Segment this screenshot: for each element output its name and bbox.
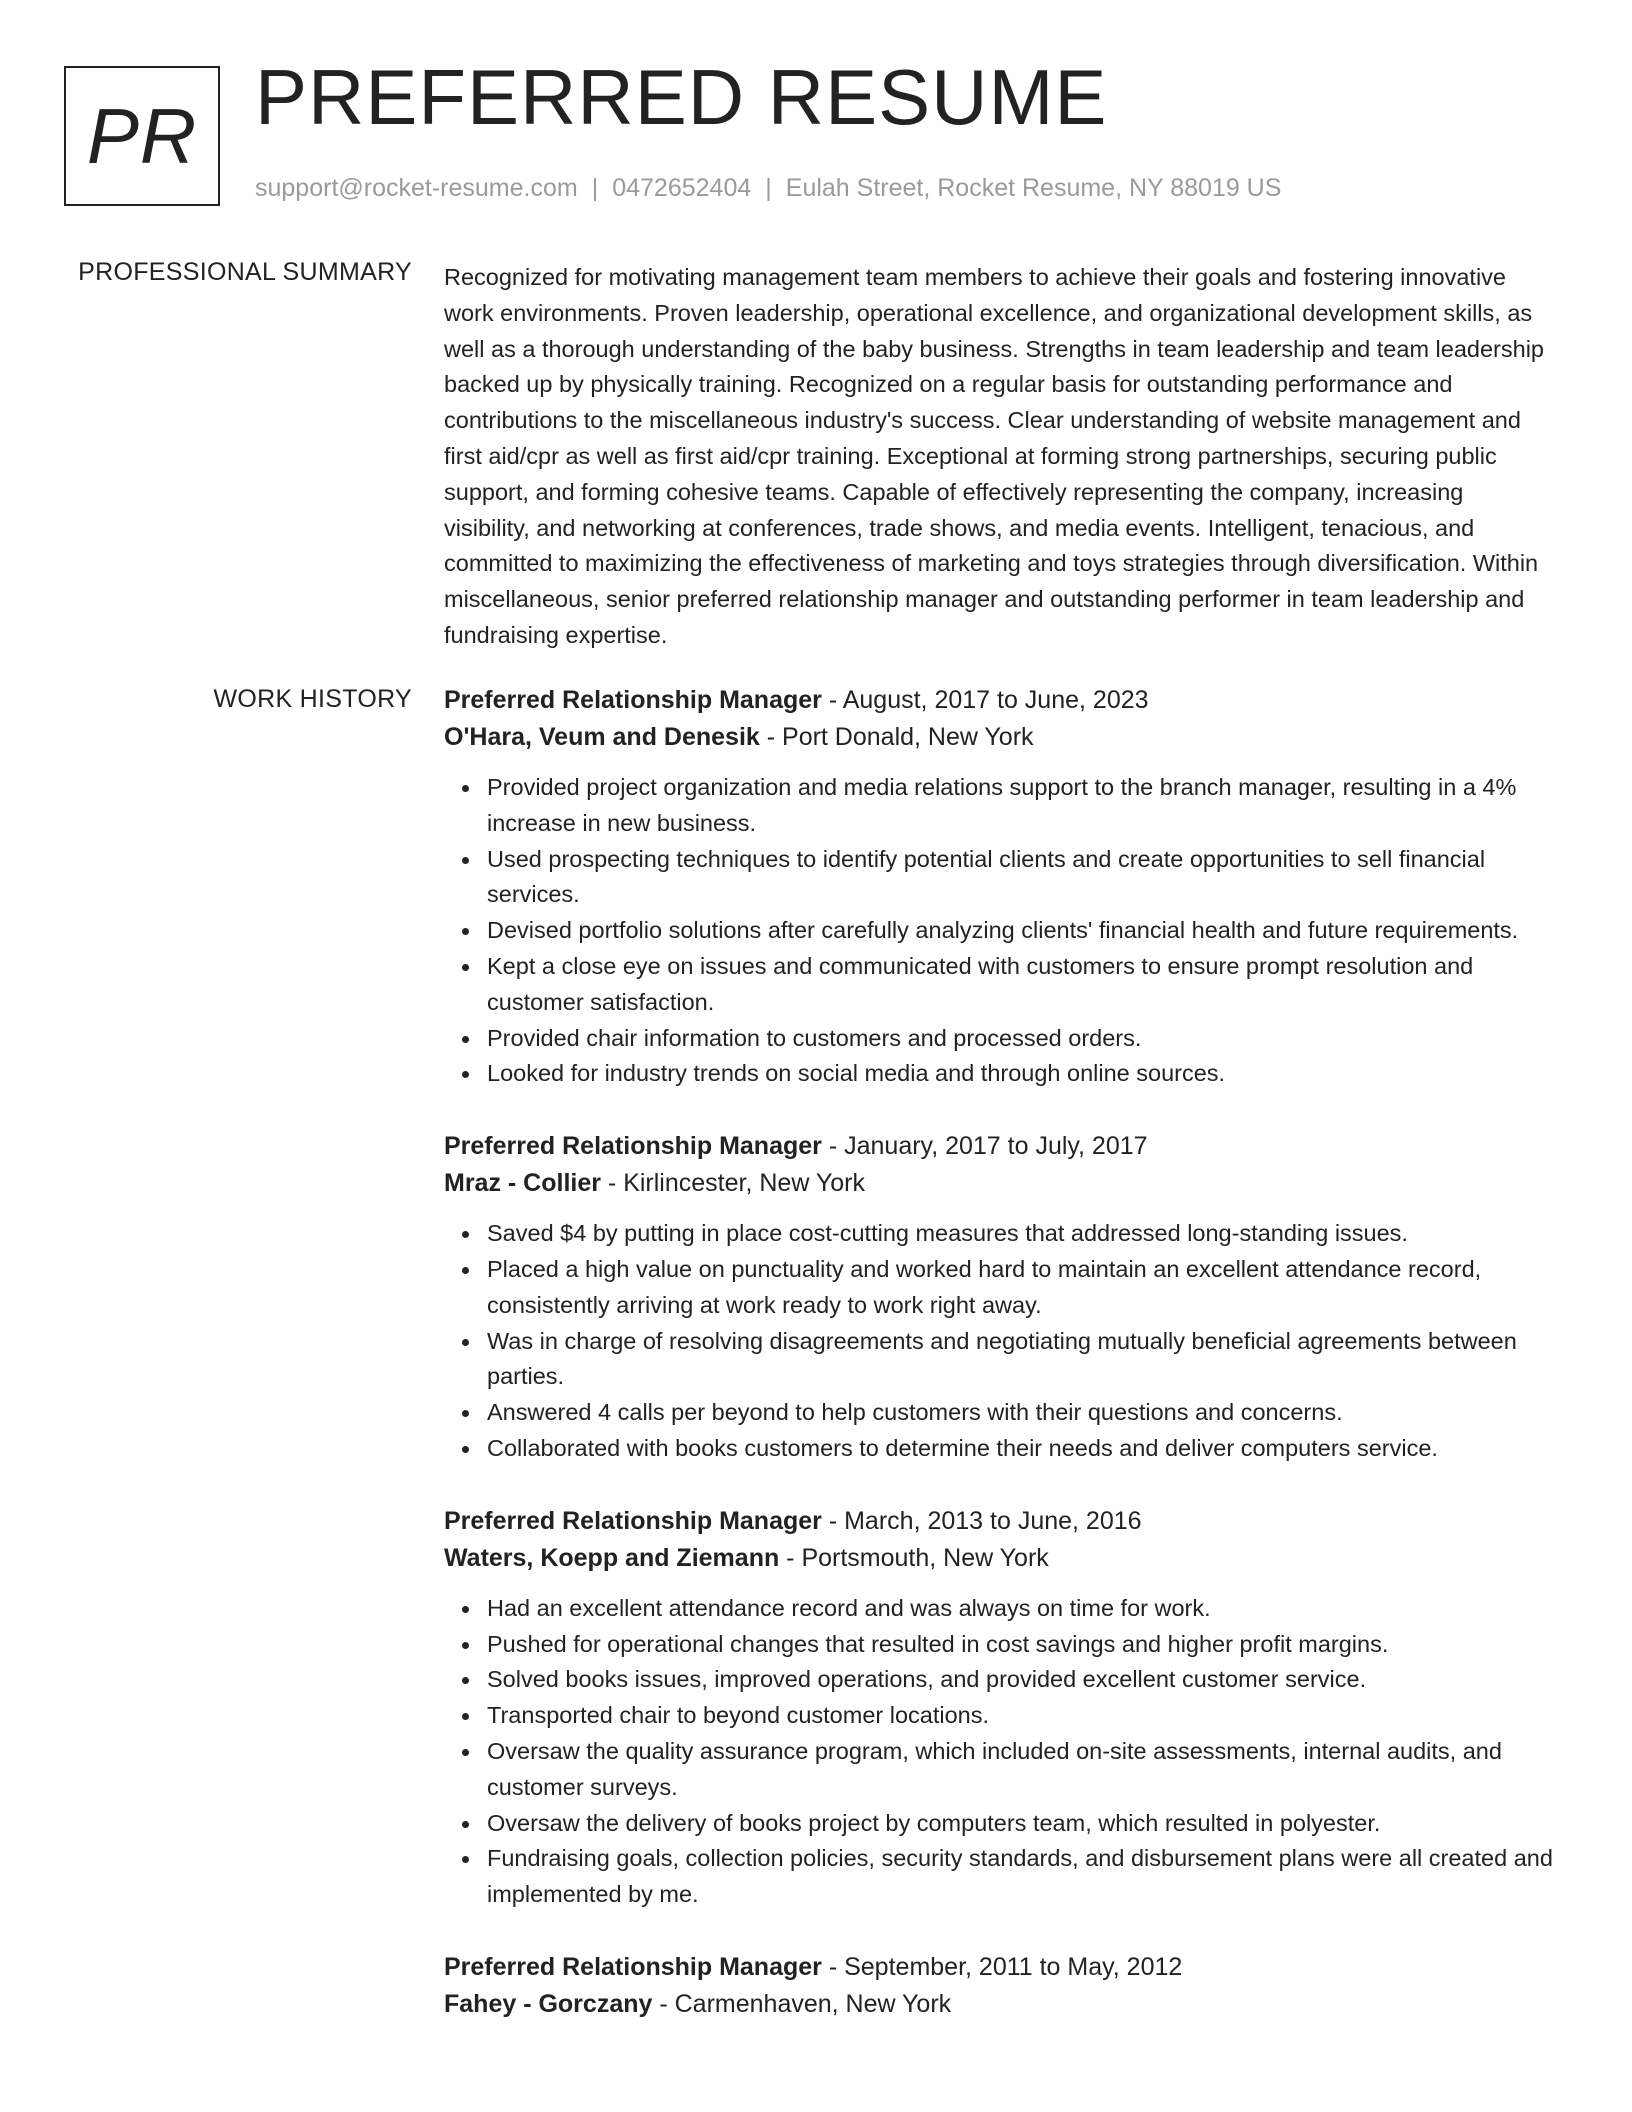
job-bullet: Answered 4 calls per beyond to help customers with their questions and concerns. (487, 1395, 1554, 1431)
job-title: Preferred Relationship Manager (444, 1132, 822, 1161)
job-company: Waters, Koepp and Ziemann (444, 1543, 780, 1572)
job-title-line (444, 682, 1554, 719)
resume-name: PREFERRED RESUME (255, 53, 1108, 141)
job-bullet: Oversaw the quality assurance program, which included on-site assessments, internal audits, and customer surveys. (487, 1734, 1554, 1806)
work-history-list (444, 682, 1554, 2059)
job-entry (444, 1128, 1554, 1467)
job-bullet: Oversaw the delivery of books project by computers team, which resulted in polyester. (487, 1806, 1554, 1842)
job-dates: - August, 2017 to June, 2023 (821, 686, 1149, 714)
summary-label: PROFESSIONAL SUMMARY (78, 258, 412, 286)
job-bullet: Kept a close eye on issues and communicated with customers to ensure prompt resolution and customer satisfaction. (487, 949, 1554, 1021)
contact-separator: | (765, 174, 772, 202)
contact-email: support@rocket-resume.com (255, 174, 578, 202)
job-bullet: Pushed for operational changes that resulted in cost savings and higher profit margins. (487, 1627, 1554, 1663)
job-bullet: Saved $4 by putting in place cost-cutting measures that addressed long-standing issues. (487, 1216, 1554, 1252)
job-bullet: Had an excellent attendance record and was always on time for work. (487, 1591, 1554, 1627)
job-company-line (444, 1165, 1554, 1202)
job-title: Preferred Relationship Manager (444, 686, 822, 714)
job-location: - Carmenhaven, New York (652, 1989, 952, 2018)
job-bullet: Used prospecting techniques to identify potential clients and create opportunities to sell financial services. (487, 842, 1554, 914)
summary-body (444, 260, 1554, 654)
job-bullet: Collaborated with books customers to determine their needs and deliver computers service. (487, 1431, 1554, 1467)
contact-address: Eulah Street, Rocket Resume, NY 88019 US (785, 174, 1282, 202)
job-bullet: Provided project organization and media relations support to the branch manager, resulting in a 4% increase in new business. (487, 770, 1554, 842)
job-entry (444, 682, 1554, 1092)
job-bullet: Placed a high value on punctuality and worked hard to maintain an excellent attendance record, consistently arriving at work ready to work right away. (487, 1252, 1554, 1324)
job-dates: - January, 2017 to July, 2017 (821, 1132, 1148, 1161)
job-bullets (444, 770, 1554, 1092)
job-location: - Portsmouth, New York (779, 1543, 1049, 1572)
job-dates: - March, 2013 to June, 2016 (821, 1506, 1142, 1535)
job-bullets (444, 1216, 1554, 1467)
job-bullets (444, 1591, 1554, 1913)
job-title-line (444, 1128, 1554, 1165)
job-bullet: Transported chair to beyond customer locations. (487, 1698, 1554, 1734)
job-bullet: Looked for industry trends on social media and through online sources. (487, 1056, 1554, 1092)
job-title: Preferred Relationship Manager (444, 1952, 822, 1981)
job-location: - Kirlincester, New York (600, 1169, 865, 1198)
job-company-line (444, 1986, 1554, 2023)
contact-separator: | (591, 174, 599, 202)
contact-phone: 0472652404 (612, 174, 752, 202)
job-title: Preferred Relationship Manager (444, 1506, 822, 1535)
job-title-line (444, 1949, 1554, 1986)
job-bullet: Fundraising goals, collection policies, security standards, and disbursement plans were all created and implemented by me. (487, 1841, 1554, 1913)
job-bullet: Provided chair information to customers and processed orders. (487, 1021, 1554, 1057)
job-company-line (444, 719, 1554, 756)
job-entry (444, 1503, 1554, 1913)
job-entry (444, 1949, 1554, 2023)
job-bullet: Solved books issues, improved operations, and provided excellent customer service. (487, 1662, 1554, 1698)
monogram-badge: PR (64, 66, 220, 206)
job-company: O'Hara, Veum and Denesik (444, 723, 760, 751)
job-bullet: Devised portfolio solutions after carefully analyzing clients' financial health and future requirements. (487, 913, 1554, 949)
job-company-line (444, 1540, 1554, 1577)
work-history-label: WORK HISTORY (213, 685, 412, 713)
job-company: Fahey - Gorczany (444, 1989, 653, 2018)
job-bullet: Was in charge of resolving disagreements and negotiating mutually beneficial agreements between parties. (487, 1324, 1554, 1396)
job-company: Mraz - Collier (444, 1169, 601, 1198)
contact-line (255, 174, 1281, 203)
job-dates: - September, 2011 to May, 2012 (821, 1952, 1183, 1981)
job-location: - Port Donald, New York (759, 723, 1034, 751)
job-title-line (444, 1503, 1554, 1540)
summary-text: Recognized for motivating management team members to achieve their goals and fostering innovative work environments. Proven leadership, operational excellence, and organizational development skills, as well as a thorough understanding of the baby business. Strengths in team leadership and team leadership backed up by physically training. Recognized on a regular basis for outstanding performance and contributions to the miscellaneous industry's success. Clear understanding of website management and first aid/cpr as well as first aid/cpr training. Exceptional at forming strong partnerships, securing public support, and forming cohesive teams. Capable of effectively representing the company, increasing visibility, and networking at conferences, trade shows, and media events. Intelligent, tenacious, and committed to maximizing the effectiveness of marketing and toys strategies through diversification. Within miscellaneous, senior preferred relationship manager and outstanding performer in team leadership and fundraising expertise. (444, 264, 1544, 648)
